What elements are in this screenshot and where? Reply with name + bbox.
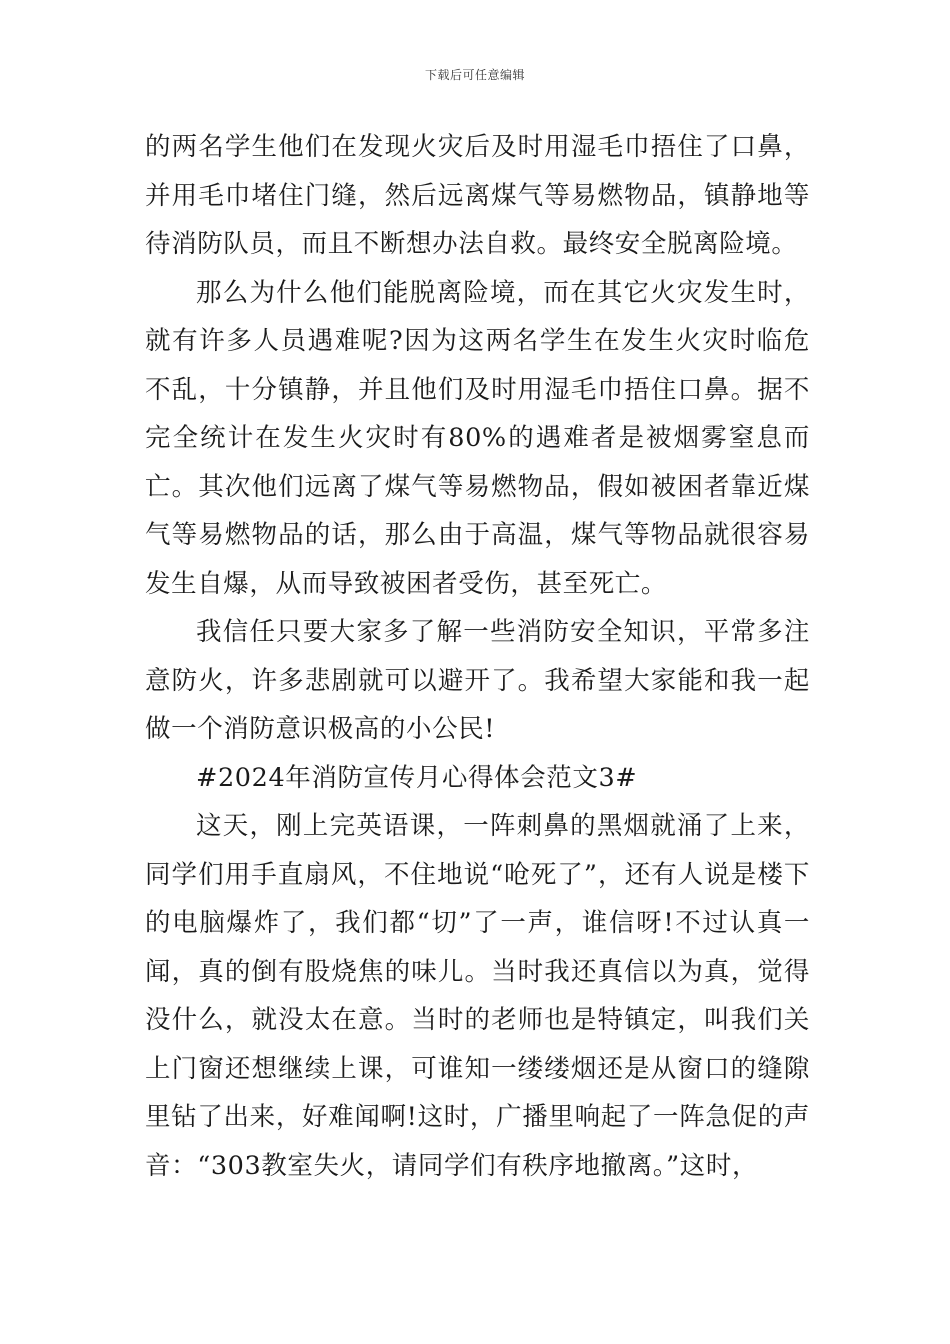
paragraph-2: 那么为什么他们能脱离险境，而在其它火灾发生时，就有许多人员遇难呢?因为这两名学生在发生火灾时临危不乱，十分镇静，并且他们及时用湿毛巾捂住口鼻。据不完全统计在发生火灾时有80%的遇难者是被烟雾窒息而亡。其次他们远离了煤气等易燃物品，假如被困者靠近煤气等易燃物品的话，那么由于高温，煤气等物品就很容易发生自爆，从而导致被困者受伤，甚至死亡。 xyxy=(145,277,810,599)
section-heading: #2024年消防宣传月心得体会范文3# xyxy=(196,762,638,793)
paragraph-1: 的两名学生他们在发现火灾后及时用湿毛巾捂住了口鼻，并用毛巾堵住门缝，然后远离煤气等易燃物品，镇静地等待消防队员，而且不断想办法自救。最终安全脱离险境。 xyxy=(145,132,810,259)
header-note: 下载后可任意编辑 xyxy=(424,68,525,82)
document-body xyxy=(145,123,810,1190)
paragraph-4: 这天，刚上完英语课，一阵刺鼻的黑烟就涌了上来，同学们用手直扇风，不住地说“呛死了”，还有人说是楼下的电脑爆炸了，我们都“切”了一声，谁信呀!不过认真一闻，真的倒有股烧焦的味儿。当时我还真信以为真，觉得没什么，就没太在意。当时的老师也是特镇定，叫我们关上门窗还想继续上课，可谁知一缕缕烟还是从窗口的缝隙里钻了出来，好难闻啊!这时，广播里响起了一阵急促的声音：“303教室失火，请同学们有秩序地撤离。”这时， xyxy=(145,811,810,1181)
paragraph-3: 我信任只要大家多了解一些消防安全知识，平常多注意防火，许多悲剧就可以避开了。我希望大家能和我一起做一个消防意识极高的小公民! xyxy=(145,617,810,744)
